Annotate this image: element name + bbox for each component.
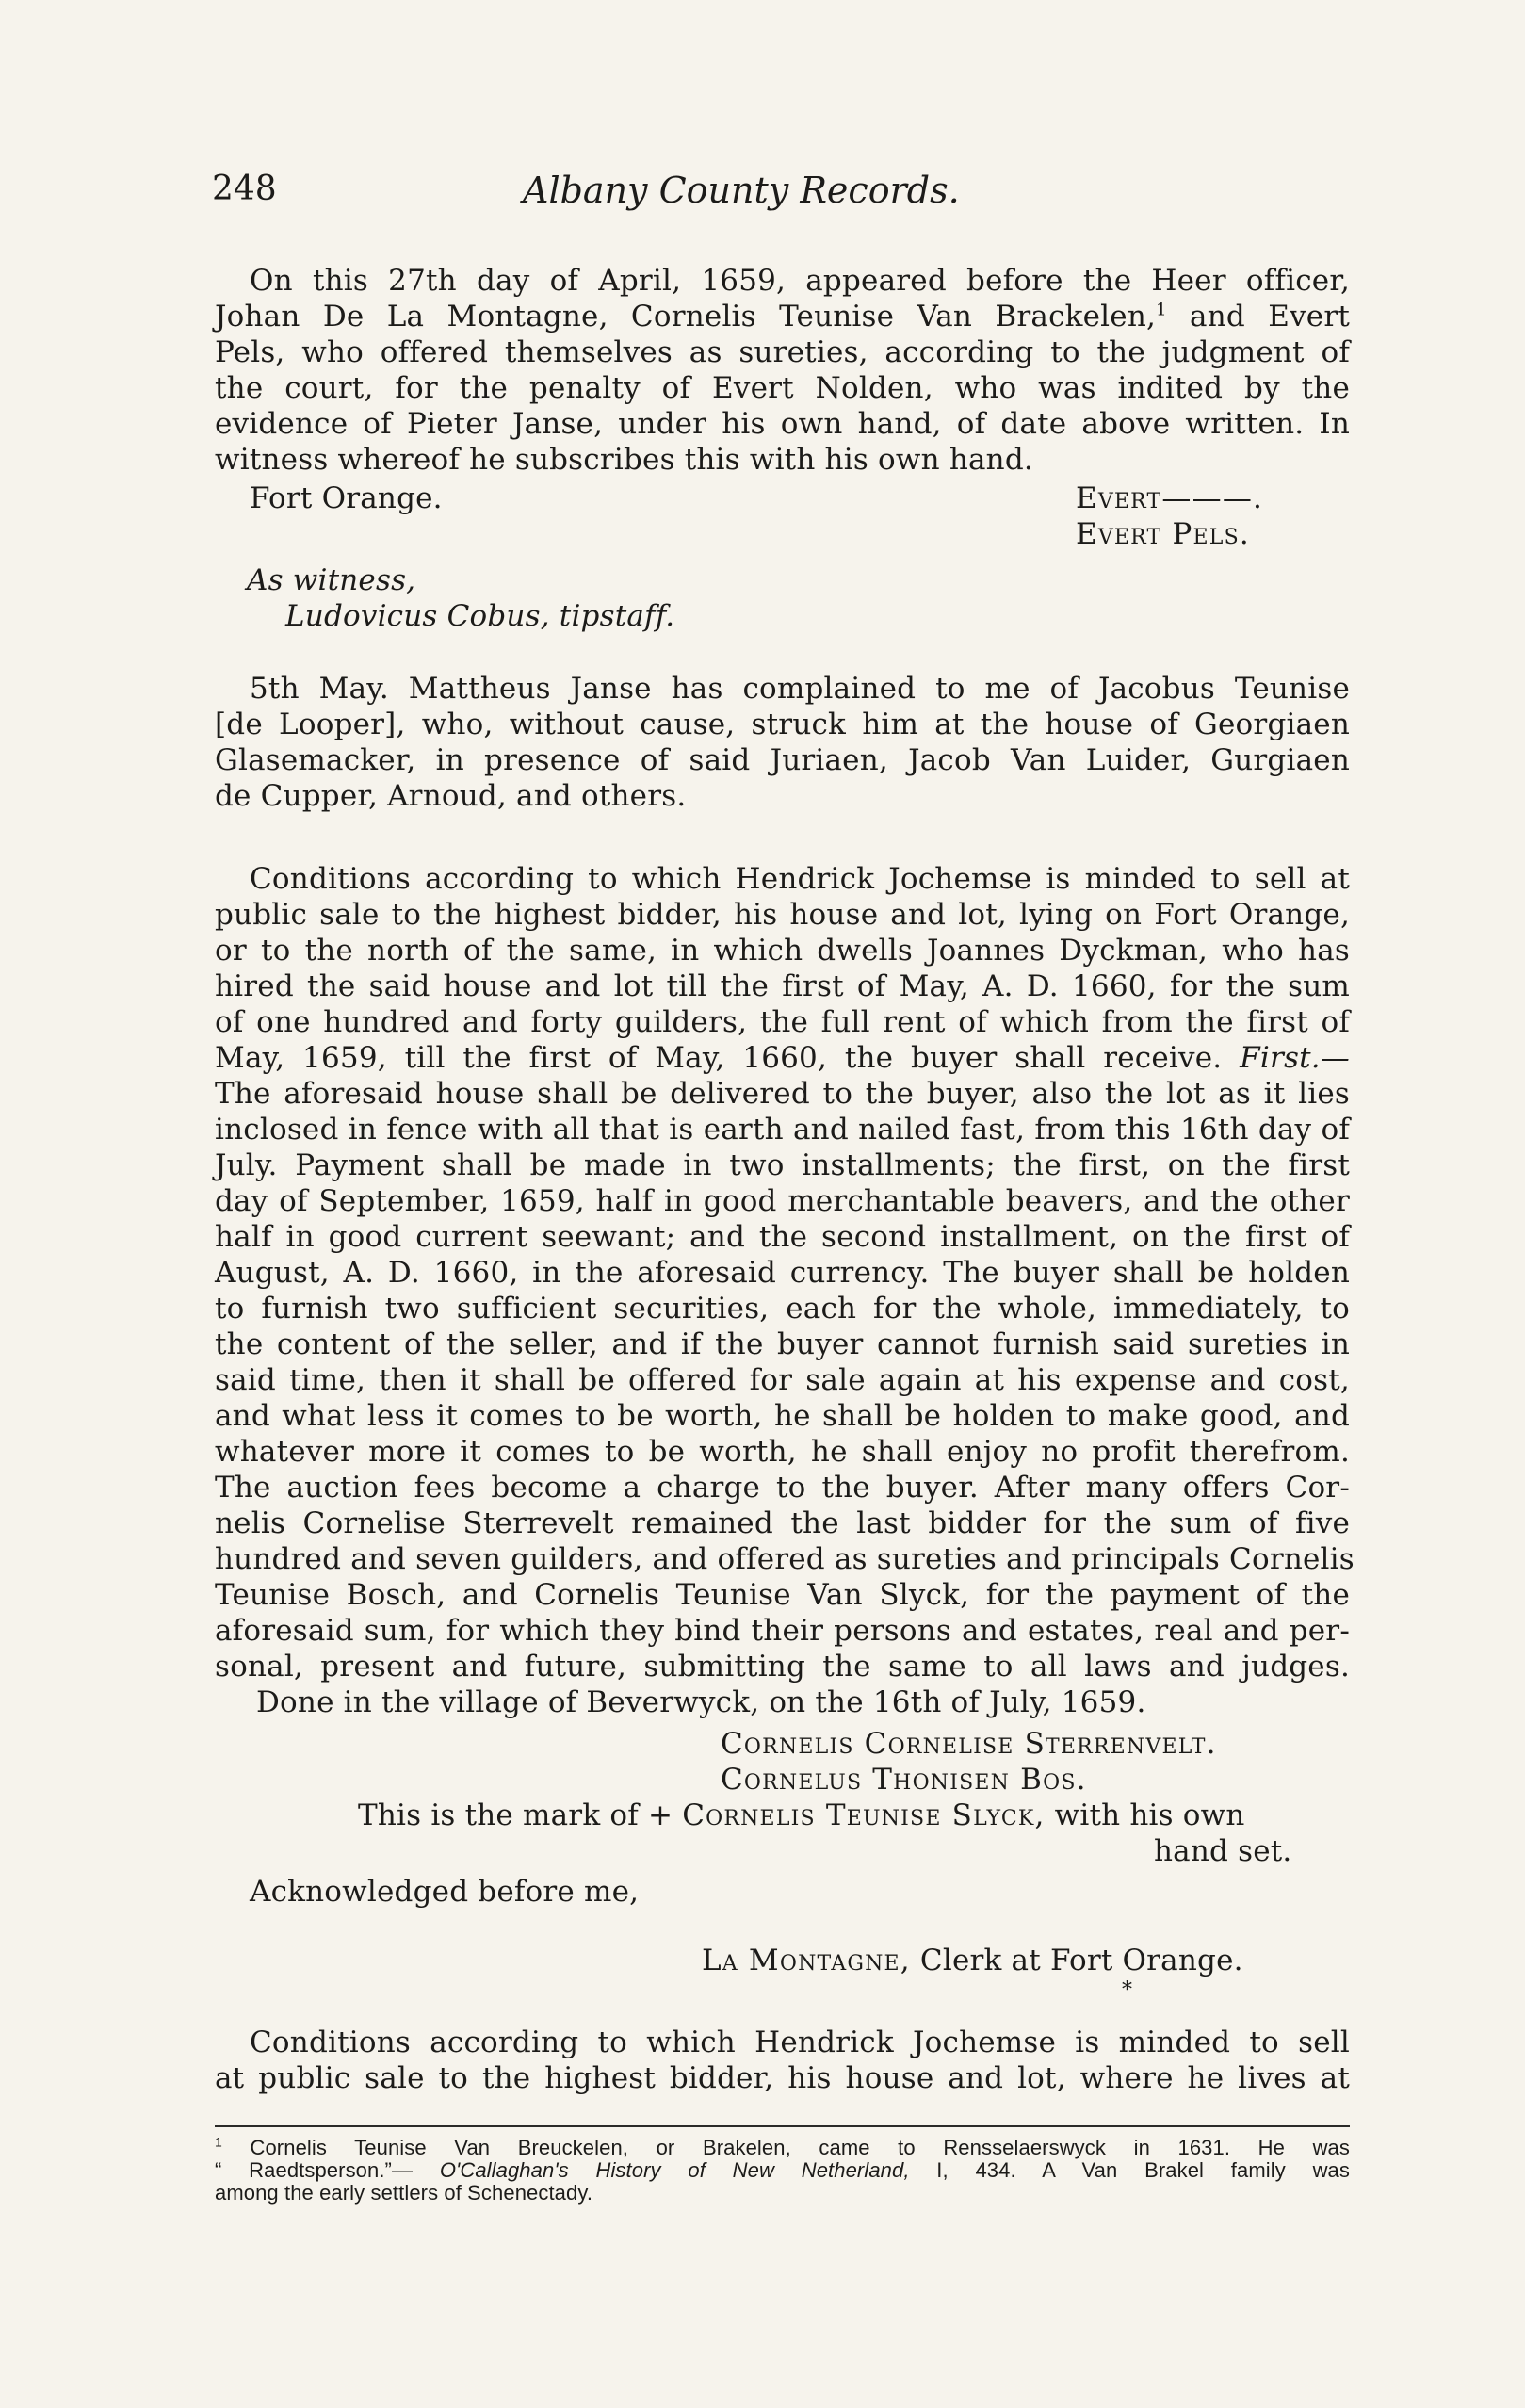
footnote-line-2 — [215, 2159, 1350, 2182]
p2-line-3: Glasemacker, in presence of said Juriaen, Jacob Van Luider, Gurgiaen — [215, 743, 1350, 777]
signature-evert-pels: Evert Pels. — [1076, 517, 1250, 551]
mark-suffix: with his own — [1045, 1798, 1245, 1832]
mark-name: Cornelis Teunise Slyck, — [682, 1798, 1046, 1832]
p1-line-5: evidence of Pieter Janse, under his own hand, of date above written. In — [215, 407, 1350, 441]
p3-line-24: Done in the village of Beverwyck, on the 16th of July, 1659. — [256, 1685, 1146, 1719]
witness-label: As witness, — [247, 563, 416, 597]
mark-continuation: hand set. — [1154, 1834, 1292, 1868]
footnote-line-3: among the early settlers of Schenectady. — [215, 2181, 593, 2205]
p3-line-12: August, A. D. 1660, in the aforesaid currency. The buyer shall be holden — [215, 1256, 1350, 1290]
p3-line-5: of one hundred and forty guilders, the full rent of which from the first of — [215, 1005, 1350, 1039]
signature-sterrenvelt: Cornelis Cornelise Sterrenvelt. — [721, 1727, 1217, 1761]
signature-evert: Evert———. — [1076, 481, 1264, 515]
p3-line-16: and what less it comes to be worth, he shall be holden to make good, and — [215, 1399, 1350, 1433]
p1-line-2-text: Johan De La Montagne, Cornelis Teunise Van Brackelen, — [215, 300, 1157, 334]
p3-line-11: half in good current seewant; and the second installment, on the first of — [215, 1220, 1350, 1254]
p3-line-20: hundred and seven guilders, and offered as sureties and principals Cornelis — [215, 1542, 1355, 1576]
p3-line-19: nelis Cornelise Sterrevelt remained the last bidder for the sum of five — [215, 1506, 1350, 1540]
p1-line-1: On this 27th day of April, 1659, appeared before the Heer officer, — [250, 264, 1350, 298]
witness-name: Ludovicus Cobus, tipstaff. — [285, 599, 675, 633]
p4-line-2: at public sale to the highest bidder, his house and lot, where he lives at — [215, 2061, 1350, 2095]
p1-line-3: Pels, who offered themselves as sureties, according to the judgment of — [215, 335, 1350, 369]
acknowledged-line: Acknowledged before me, — [250, 1875, 640, 1909]
mark-line — [358, 1798, 1245, 1833]
asterisk-mark: * — [1122, 1978, 1132, 2002]
footnote-source: O'Callaghan's History of New Netherland, — [439, 2158, 910, 2182]
p3-line-2: public sale to the highest bidder, his house and lot, lying on Fort Orange, — [215, 898, 1350, 932]
p1-line-4: the court, for the penalty of Evert Nolden, who was indited by the — [215, 371, 1350, 405]
running-title: Albany County Records. — [523, 170, 960, 211]
p3-line-22: aforesaid sum, for which they bind their persons and estates, real and per- — [215, 1614, 1350, 1648]
p2-line-1: 5th May. Mattheus Janse has complained to me of Jacobus Teunise — [250, 672, 1350, 706]
p3-line-8: inclosed in fence with all that is earth and nailed fast, from this 16th day of — [215, 1113, 1350, 1147]
page-number: 248 — [212, 170, 277, 208]
place-fort-orange: Fort Orange. — [250, 481, 443, 515]
p3-line-17: whatever more it comes to be worth, he shall enjoy no profit therefrom. — [215, 1435, 1350, 1469]
p2-line-2: [de Looper], who, without cause, struck him at the house of Georgiaen — [215, 708, 1350, 741]
p3-line-23: sonal, present and future, submitting the same to all laws and judges. — [215, 1650, 1350, 1684]
p3-line-1: Conditions according to which Hendrick Jochemse is minded to sell at — [250, 862, 1350, 896]
p3-line-14: the content of the seller, and if the buyer cannot furnish said sureties in — [215, 1327, 1350, 1361]
p3-line-9: July. Payment shall be made in two installments; the first, on the first — [215, 1148, 1350, 1182]
signature-bos: Cornelus Thonisen Bos. — [721, 1763, 1087, 1797]
p1-line-2-end: and Evert — [1166, 300, 1351, 334]
p3-line-7: The aforesaid house shall be delivered to the buyer, also the lot as it lies — [215, 1077, 1350, 1111]
first-heading: First.— — [1240, 1041, 1350, 1075]
p3-line-18: The auction fees become a charge to the buyer. After many offers Cor- — [215, 1471, 1350, 1505]
clerk-title: Clerk at Fort Orange. — [910, 1944, 1243, 1977]
p3-line-10: day of September, 1659, half in good merchantable beavers, and the other — [215, 1184, 1350, 1218]
footnote-marker: 1 — [215, 2134, 222, 2150]
footnote-quote: “ Raedtsperson.”— — [215, 2158, 440, 2182]
p3-line-4: hired the said house and lot till the first of May, A. D. 1660, for the sum — [215, 969, 1350, 1003]
mark-prefix: This is the mark of + — [358, 1798, 683, 1832]
p3-line-6 — [215, 1040, 1350, 1076]
footnote-line-1-text: Cornelis Teunise Van Breuckelen, or Brakelen, came to Rensselaerswyck in 1631. He was — [221, 2136, 1350, 2159]
p1-line-6: witness whereof he subscribes this with his own hand. — [215, 443, 1033, 477]
p3-line-6-text: May, 1659, till the first of May, 1660, the buyer shall receive. — [215, 1041, 1223, 1075]
footnote-divider — [215, 2125, 1350, 2127]
p3-line-3: or to the north of the same, in which dwells Joannes Dyckman, who has — [215, 934, 1350, 968]
p2-line-4: de Cupper, Arnoud, and others. — [215, 779, 687, 813]
p4-line-1: Conditions according to which Hendrick Jochemse is minded to sell — [250, 2026, 1350, 2059]
clerk-name: La Montagne, — [702, 1944, 911, 1977]
footnote-line-1 — [215, 2134, 1350, 2159]
p3-line-13: to furnish two sufficient securities, each for the whole, immediately, to — [215, 1292, 1350, 1326]
footnote-reference: 1 — [1156, 300, 1167, 320]
p3-line-21: Teunise Bosch, and Cornelis Teunise Van Slyck, for the payment of the — [215, 1578, 1350, 1612]
p1-line-2 — [215, 299, 1350, 334]
p3-line-15: said time, then it shall be offered for sale again at his expense and cost, — [215, 1363, 1350, 1397]
clerk-signature — [702, 1943, 1243, 1978]
footnote-line-2-end: I, 434. A Van Brakel family was — [909, 2158, 1350, 2182]
